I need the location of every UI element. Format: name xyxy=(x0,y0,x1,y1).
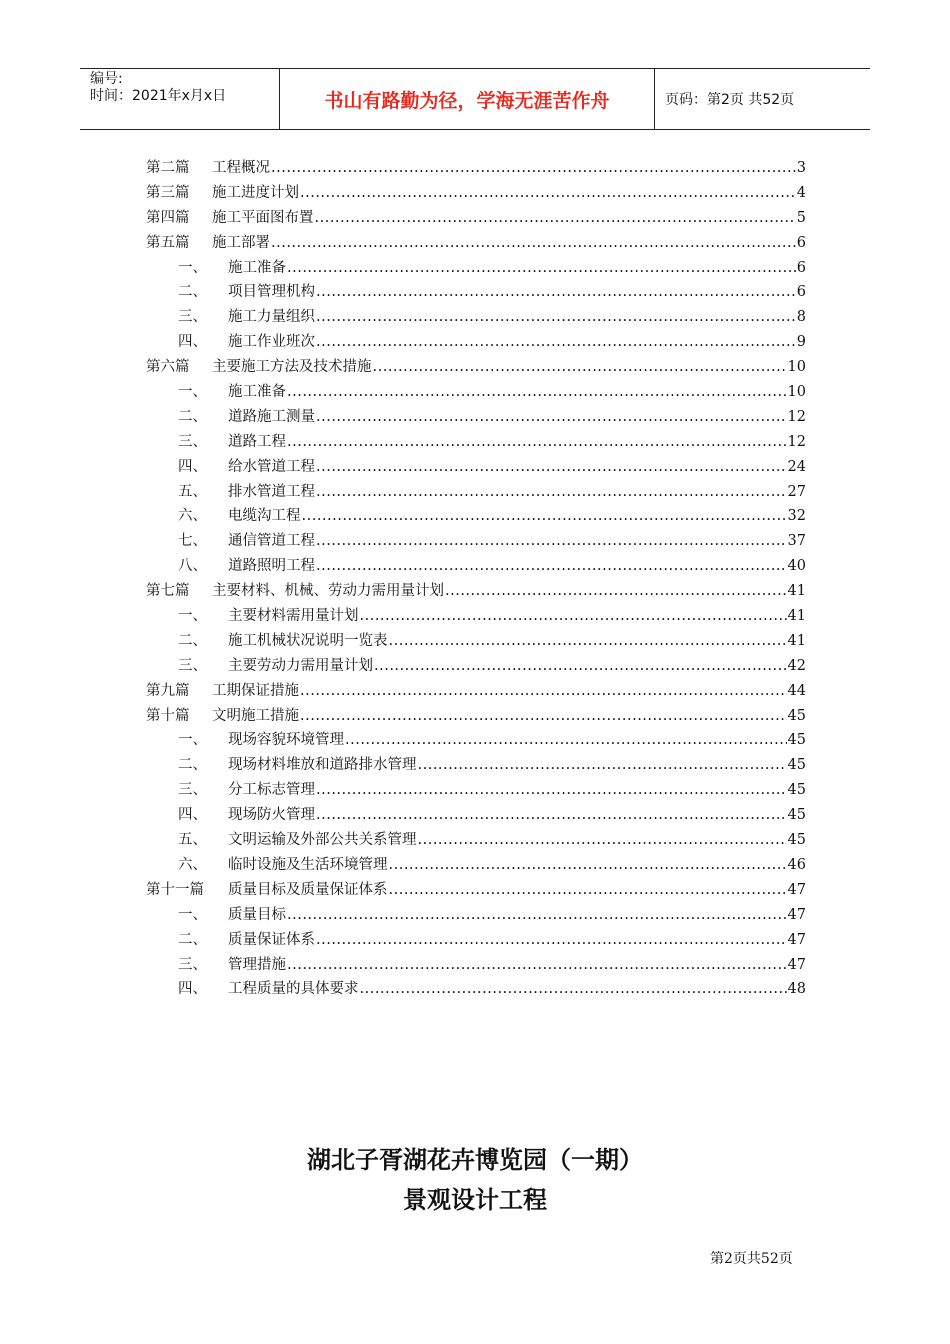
toc-entry[interactable] xyxy=(146,430,806,455)
toc-dot-leader xyxy=(389,633,787,649)
toc-dot-leader xyxy=(287,384,787,400)
toc-entry-number: 第六篇 xyxy=(146,359,190,376)
footer-page-number: 第2页共52页 xyxy=(710,1251,793,1267)
toc-entry[interactable] xyxy=(146,480,806,505)
toc-entry-title: 工期保证措施 xyxy=(212,682,299,699)
toc-entry-title: 排水管道工程 xyxy=(228,483,315,500)
toc-entry-page: 47 xyxy=(787,881,806,898)
toc-entry-page: 27 xyxy=(787,483,806,500)
toc-dot-leader xyxy=(418,832,787,848)
toc-entry-page: 47 xyxy=(787,906,806,923)
toc-entry-title: 现场材料堆放和道路排水管理 xyxy=(228,757,417,774)
toc-entry-title: 施工部署 xyxy=(212,234,270,251)
project-title-line2: 景观设计工程 xyxy=(403,1185,547,1214)
header-info xyxy=(80,69,280,129)
toc-entry-page: 45 xyxy=(787,732,806,749)
toc-dot-leader xyxy=(316,459,787,475)
toc-dot-leader xyxy=(271,160,796,176)
toc-dot-leader xyxy=(389,857,787,873)
toc-dot-leader xyxy=(300,185,796,201)
toc-entry-title: 临时设施及生活环境管理 xyxy=(228,856,388,873)
toc-entry-title: 给水管道工程 xyxy=(228,458,315,475)
toc-entry-page: 45 xyxy=(787,807,806,824)
toc-entry[interactable] xyxy=(146,380,806,405)
toc-entry-page: 42 xyxy=(787,657,806,674)
toc-entry-title: 施工平面图布置 xyxy=(212,209,314,226)
toc-entry-number: 六、 xyxy=(178,508,207,525)
toc-entry-title: 文明运输及外部公共关系管理 xyxy=(228,832,417,849)
toc-entry[interactable] xyxy=(146,604,806,629)
toc-entry-number: 四、 xyxy=(178,981,207,998)
toc-entry[interactable] xyxy=(146,778,806,803)
toc-entry[interactable] xyxy=(146,903,806,928)
toc-dot-leader xyxy=(316,309,796,325)
toc-entry[interactable] xyxy=(146,977,806,1002)
toc-entry[interactable] xyxy=(146,853,806,878)
toc-entry-title: 主要材料需用量计划 xyxy=(228,608,359,625)
toc-entry-number: 一、 xyxy=(178,732,207,749)
toc-entry[interactable] xyxy=(146,803,806,828)
toc-entry[interactable] xyxy=(146,728,806,753)
toc-entry[interactable] xyxy=(146,629,806,654)
toc-entry-title: 施工机械状况说明一览表 xyxy=(228,632,388,649)
toc-entry[interactable] xyxy=(146,330,806,355)
toc-entry-number: 二、 xyxy=(178,284,207,301)
toc-dot-leader xyxy=(315,210,796,226)
toc-entry-title: 工程概况 xyxy=(212,160,270,176)
toc-entry-title: 施工作业班次 xyxy=(228,334,315,351)
toc-entry-title: 质量保证体系 xyxy=(228,931,315,948)
toc-dot-leader xyxy=(287,260,796,276)
toc-entry-number: 一、 xyxy=(178,259,207,276)
page-header xyxy=(80,68,870,130)
toc-entry-page: 45 xyxy=(787,757,806,774)
toc-entry-number: 三、 xyxy=(178,433,207,450)
toc-entry-number: 二、 xyxy=(178,931,207,948)
toc-dot-leader xyxy=(418,757,787,773)
toc-dot-leader xyxy=(300,683,787,699)
toc-entry[interactable] xyxy=(146,878,806,903)
toc-entry-page: 41 xyxy=(787,583,806,600)
toc-entry-number: 第四篇 xyxy=(146,209,190,226)
toc-entry[interactable] xyxy=(146,455,806,480)
toc-dot-leader xyxy=(287,957,787,973)
toc-dot-leader xyxy=(287,434,787,450)
toc-entry-title: 质量目标及质量保证体系 xyxy=(228,881,388,898)
toc-entry-number: 三、 xyxy=(178,657,207,674)
toc-entry-page: 47 xyxy=(787,931,806,948)
toc-entry[interactable] xyxy=(146,206,806,231)
toc-entry-page: 32 xyxy=(787,508,806,525)
toc-dot-leader xyxy=(300,708,787,724)
toc-entry-page: 45 xyxy=(787,832,806,849)
toc-entry[interactable] xyxy=(146,654,806,679)
toc-entry[interactable] xyxy=(146,305,806,330)
toc-entry-number: 四、 xyxy=(178,334,207,351)
toc-entry[interactable] xyxy=(146,704,806,729)
toc-entry-number: 八、 xyxy=(178,558,207,575)
serial-label: 编号: xyxy=(90,71,123,87)
toc-dot-leader xyxy=(445,583,787,599)
toc-entry-page: 45 xyxy=(787,782,806,799)
toc-entry-title: 主要劳动力需用量计划 xyxy=(228,657,373,674)
toc-entry-page: 9 xyxy=(796,334,806,351)
toc-entry-number: 四、 xyxy=(178,458,207,475)
toc-entry[interactable] xyxy=(146,828,806,853)
toc-entry-page: 4 xyxy=(796,184,806,201)
toc-dot-leader xyxy=(373,359,787,375)
toc-entry-title: 道路施工测量 xyxy=(228,408,315,425)
toc-entry-number: 六、 xyxy=(178,856,207,873)
toc-dot-leader xyxy=(316,558,787,574)
toc-entry-number: 三、 xyxy=(178,309,207,326)
toc-entry[interactable] xyxy=(146,355,806,380)
toc-entry-page: 40 xyxy=(787,558,806,575)
toc-entry[interactable] xyxy=(146,504,806,529)
toc-entry[interactable] xyxy=(146,156,806,181)
toc-entry[interactable] xyxy=(146,953,806,978)
toc-entry[interactable] xyxy=(146,753,806,778)
toc-dot-leader xyxy=(316,932,787,948)
toc-entry-number: 三、 xyxy=(178,782,207,799)
toc-entry-number: 一、 xyxy=(178,608,207,625)
toc-dot-leader xyxy=(360,981,787,997)
toc-dot-leader xyxy=(316,284,796,300)
toc-entry[interactable] xyxy=(146,256,806,281)
header-motto: 书山有路勤为径，学海无涯苦作舟 xyxy=(280,69,655,129)
toc-entry-number: 五、 xyxy=(178,483,207,500)
toc-entry-number: 二、 xyxy=(178,408,207,425)
toc-entry-title: 现场容貌环境管理 xyxy=(228,732,344,749)
toc-entry-page: 10 xyxy=(787,384,806,401)
toc-entry-title: 电缆沟工程 xyxy=(228,508,301,525)
toc-entry-number: 三、 xyxy=(178,956,207,973)
toc-entry-title: 施工力量组织 xyxy=(228,309,315,326)
toc-entry-page: 6 xyxy=(796,259,806,276)
toc-entry-page: 12 xyxy=(787,433,806,450)
toc-entry-title: 文明施工措施 xyxy=(212,707,299,724)
toc-entry-page: 8 xyxy=(796,309,806,326)
toc-entry-title: 道路工程 xyxy=(228,433,286,450)
toc-dot-leader xyxy=(316,409,787,425)
toc-entry-page: 10 xyxy=(787,359,806,376)
toc-dot-leader xyxy=(287,907,787,923)
toc-entry-page: 24 xyxy=(787,458,806,475)
toc-entry-title: 施工准备 xyxy=(228,259,286,276)
toc-entry-title: 道路照明工程 xyxy=(228,558,315,575)
toc-entry-number: 第九篇 xyxy=(146,682,190,699)
toc-entry-number: 一、 xyxy=(178,384,207,401)
toc-entry[interactable] xyxy=(146,405,806,430)
toc-entry-page: 47 xyxy=(787,956,806,973)
toc-dot-leader xyxy=(316,484,787,500)
toc-dot-leader xyxy=(316,334,796,350)
toc-entry-number: 第三篇 xyxy=(146,184,190,201)
toc-dot-leader xyxy=(374,658,787,674)
toc-entry[interactable] xyxy=(146,280,806,305)
toc-entry-number: 七、 xyxy=(178,533,207,550)
toc-entry-number: 第十篇 xyxy=(146,707,190,724)
toc-entry-number: 五、 xyxy=(178,832,207,849)
toc-entry-page: 41 xyxy=(787,632,806,649)
toc-entry[interactable] xyxy=(146,554,806,579)
toc-entry-number: 第七篇 xyxy=(146,583,190,600)
toc-entry[interactable] xyxy=(146,231,806,256)
toc-entry-page: 3 xyxy=(796,160,806,176)
toc-dot-leader xyxy=(316,533,787,549)
time-label: 时间：2021年x月x日 xyxy=(90,88,227,104)
toc-entry-page: 12 xyxy=(787,408,806,425)
toc-entry-page: 45 xyxy=(787,707,806,724)
toc-entry[interactable] xyxy=(146,679,806,704)
toc-entry-number: 第十一篇 xyxy=(146,881,204,898)
toc-dot-leader xyxy=(316,807,787,823)
toc-entry-page: 6 xyxy=(796,234,806,251)
toc-entry-page: 46 xyxy=(787,856,806,873)
toc-entry[interactable] xyxy=(146,579,806,604)
toc-entry-title: 分工标志管理 xyxy=(228,782,315,799)
toc-entry-title: 管理措施 xyxy=(228,956,286,973)
toc-entry-number: 二、 xyxy=(178,757,207,774)
toc-entry[interactable] xyxy=(146,928,806,953)
toc-entry-page: 44 xyxy=(787,682,806,699)
toc-dot-leader xyxy=(389,882,787,898)
toc-entry-number: 二、 xyxy=(178,632,207,649)
toc-entry-number: 四、 xyxy=(178,807,207,824)
toc-entry-number: 第五篇 xyxy=(146,234,190,251)
toc-entry[interactable] xyxy=(146,529,806,554)
toc-dot-leader xyxy=(302,508,787,524)
toc-entry-number: 第二篇 xyxy=(146,160,190,176)
toc-dot-leader xyxy=(345,732,787,748)
toc-entry-number: 一、 xyxy=(178,906,207,923)
toc-entry-title: 现场防火管理 xyxy=(228,807,315,824)
toc-dot-leader xyxy=(360,608,787,624)
toc-dot-leader xyxy=(316,782,787,798)
toc-entry-title: 质量目标 xyxy=(228,906,286,923)
project-title-line1: 湖北子胥湖花卉博览园（一期） xyxy=(307,1145,643,1174)
table-of-contents xyxy=(146,156,806,1002)
header-page-label: 页码：第2页 共52页 xyxy=(665,92,795,108)
toc-dot-leader xyxy=(271,235,796,251)
toc-entry-title: 项目管理机构 xyxy=(228,284,315,301)
toc-entry-page: 48 xyxy=(787,981,806,998)
toc-entry-page: 37 xyxy=(787,533,806,550)
toc-entry-title: 工程质量的具体要求 xyxy=(228,981,359,998)
toc-entry[interactable] xyxy=(146,181,806,206)
toc-entry-title: 主要施工方法及技术措施 xyxy=(212,359,372,376)
toc-entry-title: 施工准备 xyxy=(228,384,286,401)
toc-entry-page: 41 xyxy=(787,608,806,625)
toc-entry-title: 通信管道工程 xyxy=(228,533,315,550)
toc-entry-page: 6 xyxy=(796,284,806,301)
toc-entry-page: 5 xyxy=(796,209,806,226)
toc-entry-title: 主要材料、机械、劳动力需用量计划 xyxy=(212,583,444,600)
toc-entry-title: 施工进度计划 xyxy=(212,184,299,201)
